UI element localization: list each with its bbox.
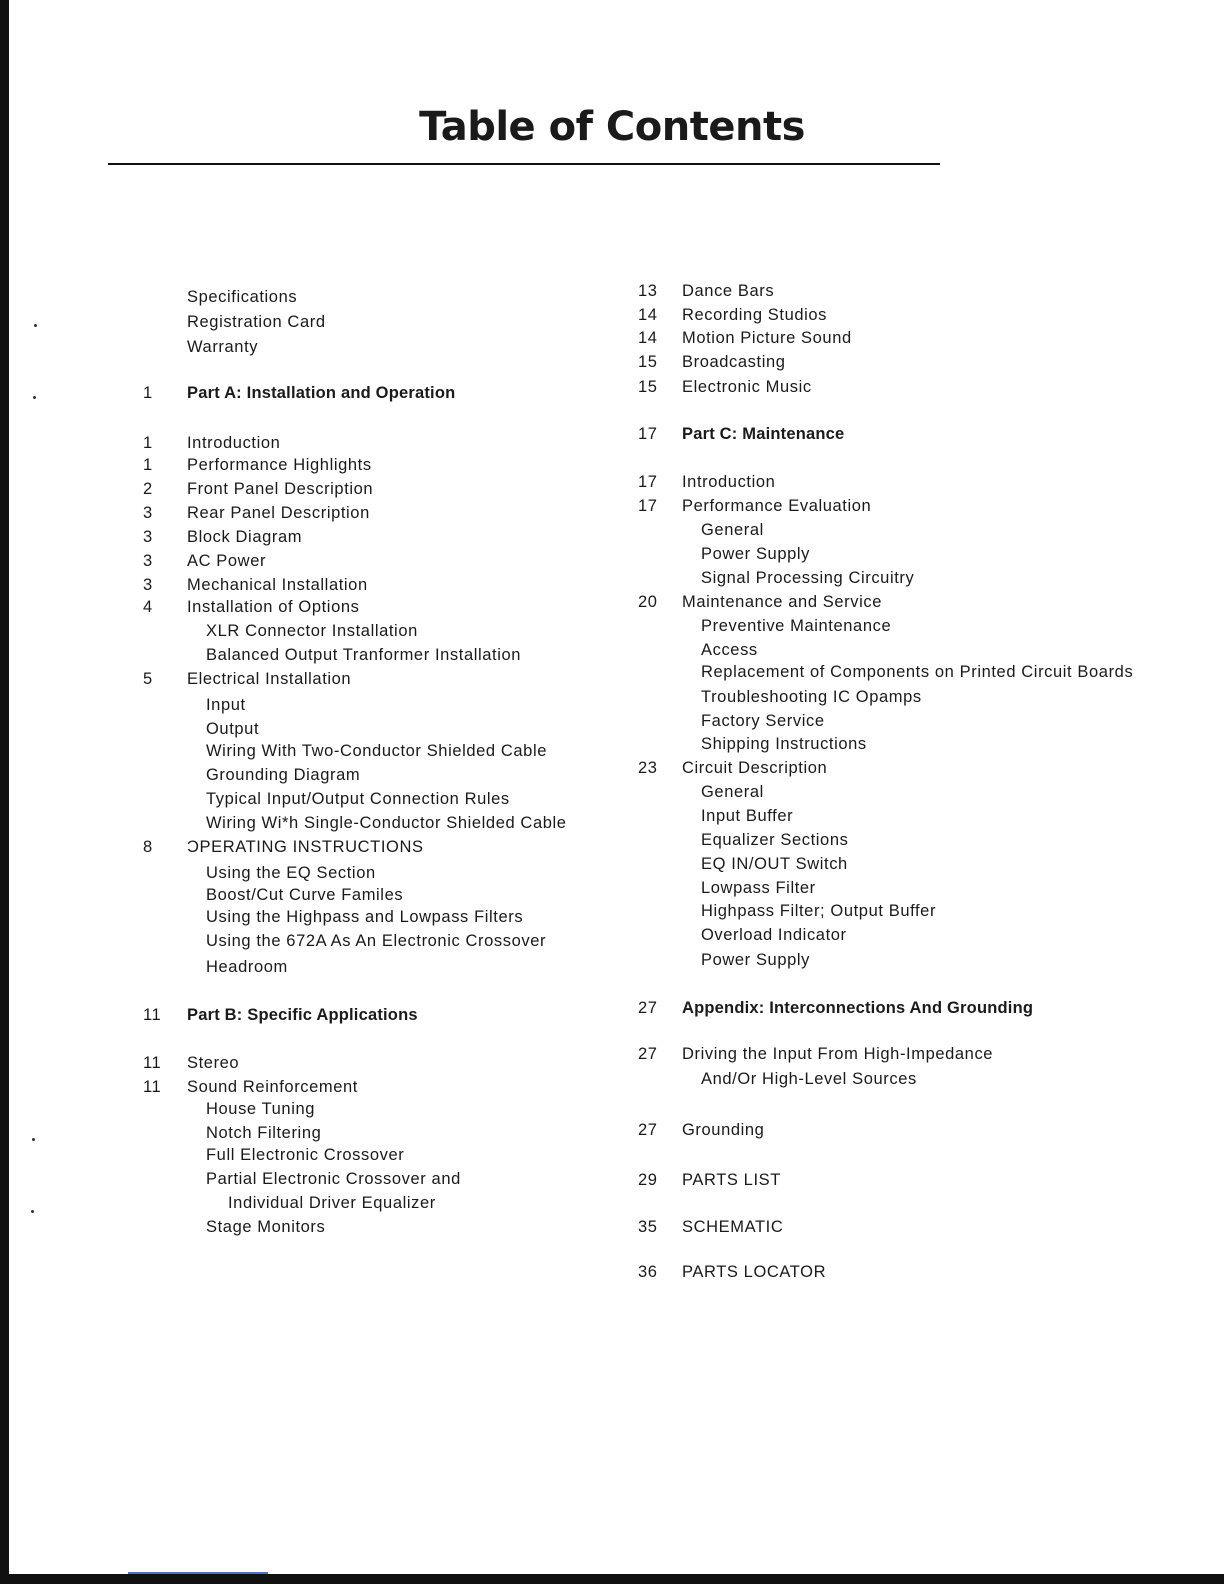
toc-entry	[638, 783, 764, 802]
toc-entry	[638, 1070, 917, 1089]
toc-entry	[638, 1121, 764, 1140]
toc-entry	[143, 456, 372, 475]
toc-page-number: 3	[143, 576, 153, 594]
toc-page-number: 27	[638, 999, 658, 1017]
toc-entry	[638, 569, 914, 588]
toc-entry	[638, 855, 848, 874]
toc-entry	[638, 759, 827, 778]
toc-entry-title: PARTS LOCATOR	[682, 1263, 827, 1281]
toc-entry-title: Signal Processing Circuitry	[701, 569, 915, 587]
toc-entry	[638, 1263, 826, 1282]
toc-entry-title: Power Supply	[701, 951, 811, 969]
toc-entry-title: Grounding Diagram	[206, 766, 361, 784]
toc-entry	[638, 593, 882, 612]
toc-entry-title: Mechanical Installation	[187, 576, 368, 594]
scan-edge-mark	[128, 1572, 268, 1574]
toc-entry	[638, 688, 922, 707]
toc-entry-title: Installation of Options	[187, 598, 360, 616]
toc-page-number: 36	[638, 1263, 658, 1281]
toc-entry	[143, 338, 258, 357]
toc-entry	[638, 831, 848, 850]
toc-entry	[143, 696, 246, 715]
toc-entry-title: Partial Electronic Crossover and	[206, 1170, 461, 1188]
toc-page-number: 17	[638, 425, 658, 443]
title-rule	[108, 163, 940, 165]
toc-entry-title: Full Electronic Crossover	[206, 1146, 405, 1164]
page-title: Table of Contents	[419, 104, 805, 150]
toc-entry	[143, 814, 567, 833]
toc-page-number: 2	[143, 480, 153, 498]
toc-entry	[143, 1006, 418, 1025]
toc-entry-title: Grounding	[682, 1121, 765, 1139]
toc-page-number: 1	[143, 434, 153, 452]
toc-section-heading: Appendix: Interconnections And Grounding	[682, 999, 1034, 1017]
toc-entry-title: Broadcasting	[682, 353, 786, 371]
toc-entry-title: Highpass Filter; Output Buffer	[701, 902, 937, 920]
toc-entry	[638, 425, 844, 444]
toc-page-number: 3	[143, 504, 153, 522]
toc-page-number: 13	[638, 282, 658, 300]
toc-entry-title: Introduction	[682, 473, 776, 491]
scan-speck	[32, 1138, 35, 1141]
toc-entry	[638, 617, 891, 636]
toc-entry	[638, 735, 867, 754]
toc-entry-title: Stage Monitors	[206, 1218, 326, 1236]
toc-entry-title: Sound Reinforcement	[187, 1078, 358, 1096]
toc-entry-title: Output	[206, 720, 260, 738]
toc-entry-title: Registration Card	[187, 313, 326, 331]
toc-entry	[638, 951, 810, 970]
toc-entry-title: Wiring Wi*h Single-Conductor Shielded Cable	[206, 814, 567, 832]
toc-entry-title: General	[701, 521, 764, 539]
toc-entry	[638, 999, 1033, 1018]
toc-entry-title: Block Diagram	[187, 528, 303, 546]
toc-entry	[638, 1171, 781, 1190]
toc-entry	[143, 288, 297, 307]
toc-entry-title: Circuit Description	[682, 759, 828, 777]
toc-entry	[638, 378, 812, 397]
toc-entry	[638, 521, 764, 540]
toc-entry-title: Maintenance and Service	[682, 593, 882, 611]
toc-entry-title: Troubleshooting IC Opamps	[701, 688, 922, 706]
toc-page-number: 5	[143, 670, 153, 688]
toc-page-number: 3	[143, 552, 153, 570]
scan-edge-left	[0, 0, 9, 1584]
toc-entry	[143, 528, 302, 547]
toc-entry	[143, 480, 373, 499]
toc-entry	[638, 1045, 993, 1064]
toc-entry-title: AC Power	[187, 552, 267, 570]
toc-entry	[638, 353, 786, 372]
toc-entry	[143, 1170, 461, 1189]
toc-page-number: 29	[638, 1171, 658, 1189]
toc-page-number: 27	[638, 1045, 658, 1063]
toc-entry-title: Notch Filtering	[206, 1124, 322, 1142]
toc-entry	[143, 598, 359, 617]
toc-entry	[143, 1054, 239, 1073]
toc-entry-title: Stereo	[187, 1054, 240, 1072]
toc-entry	[143, 1218, 325, 1237]
toc-entry	[638, 902, 936, 921]
toc-entry	[143, 434, 280, 453]
toc-entry-title: Equalizer Sections	[701, 831, 849, 849]
toc-entry-title: Replacement of Components on Printed Circuit Boards	[701, 663, 1134, 681]
toc-page-number: 23	[638, 759, 658, 777]
toc-page-number: 3	[143, 528, 153, 546]
toc-entry-title: Introduction	[187, 434, 281, 452]
toc-section-heading: Part C: Maintenance	[682, 425, 845, 443]
toc-entry	[638, 1218, 783, 1237]
toc-entry-title: Motion Picture Sound	[682, 329, 852, 347]
scan-speck	[33, 396, 36, 399]
toc-page-number: 8	[143, 838, 153, 856]
toc-entry	[143, 790, 510, 809]
toc-entry-title: Electrical Installation	[187, 670, 352, 688]
toc-page-number: 11	[143, 1078, 162, 1096]
toc-entry-title: Using the EQ Section	[206, 864, 376, 882]
toc-entry	[638, 712, 825, 731]
toc-entry	[143, 1078, 358, 1097]
toc-entry-title: Headroom	[206, 958, 288, 976]
toc-entry	[143, 1146, 404, 1165]
toc-entry	[638, 329, 852, 348]
toc-page-number: 11	[143, 1006, 162, 1024]
toc-entry	[143, 932, 546, 951]
toc-entry-title: SCHEMATIC	[682, 1218, 784, 1236]
toc-entry-title: ƆPERATING INSTRUCTIONS	[187, 838, 424, 856]
toc-page-number: 1	[143, 456, 153, 474]
toc-page-number: 15	[638, 353, 658, 371]
toc-entry-title: Electronic Music	[682, 378, 812, 396]
toc-entry-title: Input Buffer	[701, 807, 794, 825]
toc-entry-title: Wiring With Two-Conductor Shielded Cable	[206, 742, 548, 760]
toc-entry	[638, 473, 775, 492]
toc-page-number: 17	[638, 497, 658, 515]
toc-entry-title: Driving the Input From High-Impedance	[682, 1045, 994, 1063]
toc-entry-title: Preventive Maintenance	[701, 617, 892, 635]
toc-page-number: 35	[638, 1218, 658, 1236]
toc-entry	[143, 838, 424, 857]
toc-page-number: 20	[638, 593, 658, 611]
toc-entry	[143, 622, 418, 641]
toc-entry-title: EQ IN/OUT Switch	[701, 855, 848, 873]
toc-entry	[143, 1124, 321, 1143]
toc-entry-title: Typical Input/Output Connection Rules	[206, 790, 510, 808]
toc-entry-title: And/Or High-Level Sources	[701, 1070, 917, 1088]
toc-entry-title: Overload Indicator	[701, 926, 847, 944]
toc-entry-title: Using the 672A As An Electronic Crossover	[206, 932, 547, 950]
toc-entry	[638, 282, 774, 301]
toc-entry-title: Warranty	[187, 338, 259, 356]
toc-entry-title: Shipping Instructions	[701, 735, 867, 753]
toc-entry-title: Performance Evaluation	[682, 497, 872, 515]
toc-entry	[638, 497, 871, 516]
toc-page-number: 15	[638, 378, 658, 396]
toc-entry	[638, 641, 758, 660]
toc-page-number: 14	[638, 306, 658, 324]
toc-entry	[143, 886, 403, 905]
toc-entry	[143, 864, 376, 883]
toc-entry-title: Lowpass Filter	[701, 879, 816, 897]
toc-entry-title: General	[701, 783, 764, 801]
toc-entry	[638, 807, 793, 826]
toc-entry-title: Access	[701, 641, 758, 659]
toc-entry-title: PARTS LIST	[682, 1171, 781, 1189]
toc-entry-title: Input	[206, 696, 246, 714]
toc-entry-title: Dance Bars	[682, 282, 775, 300]
toc-entry-title: Boost/Cut Curve Familes	[206, 886, 404, 904]
toc-page-number: 1	[143, 384, 153, 402]
toc-entry	[143, 384, 455, 403]
toc-entry-title: Performance Highlights	[187, 456, 372, 474]
toc-entry	[143, 1100, 315, 1119]
toc-entry-title: Using the Highpass and Lowpass Filters	[206, 908, 524, 926]
toc-entry	[638, 545, 810, 564]
toc-section-heading: Part A: Installation and Operation	[187, 384, 456, 402]
toc-entry	[638, 663, 1133, 682]
scan-speck	[34, 324, 37, 327]
toc-entry-title: Individual Driver Equalizer	[228, 1194, 436, 1212]
toc-entry-title: Balanced Output Tranformer Installation	[206, 646, 522, 664]
toc-page-number: 4	[143, 598, 153, 616]
toc-entry	[143, 313, 326, 332]
toc-entry	[143, 1194, 436, 1213]
toc-page-number: 11	[143, 1054, 162, 1072]
toc-section-heading: Part B: Specific Applications	[187, 1006, 418, 1024]
toc-entry-title: House Tuning	[206, 1100, 316, 1118]
toc-entry	[143, 766, 360, 785]
toc-page-number: 17	[638, 473, 658, 491]
toc-entry	[143, 646, 521, 665]
toc-entry-title: Specifications	[187, 288, 298, 306]
toc-entry-title: XLR Connector Installation	[206, 622, 418, 640]
toc-entry	[143, 742, 547, 761]
toc-entry	[143, 552, 266, 571]
toc-entry-title: Power Supply	[701, 545, 811, 563]
toc-entry	[143, 670, 351, 689]
toc-entry	[638, 306, 827, 325]
toc-page-number: 14	[638, 329, 658, 347]
toc-page-number: 27	[638, 1121, 658, 1139]
toc-entry	[143, 576, 368, 595]
toc-entry	[143, 908, 523, 927]
scan-speck	[31, 1210, 34, 1213]
toc-entry-title: Rear Panel Description	[187, 504, 370, 522]
toc-entry-title: Recording Studios	[682, 306, 828, 324]
toc-entry	[638, 879, 816, 898]
toc-entry-title: Front Panel Description	[187, 480, 374, 498]
toc-entry	[638, 926, 847, 945]
toc-entry	[143, 958, 288, 977]
toc-entry-title: Factory Service	[701, 712, 825, 730]
toc-entry	[143, 720, 259, 739]
toc-entry	[143, 504, 370, 523]
scan-edge-bottom	[0, 1574, 1224, 1584]
